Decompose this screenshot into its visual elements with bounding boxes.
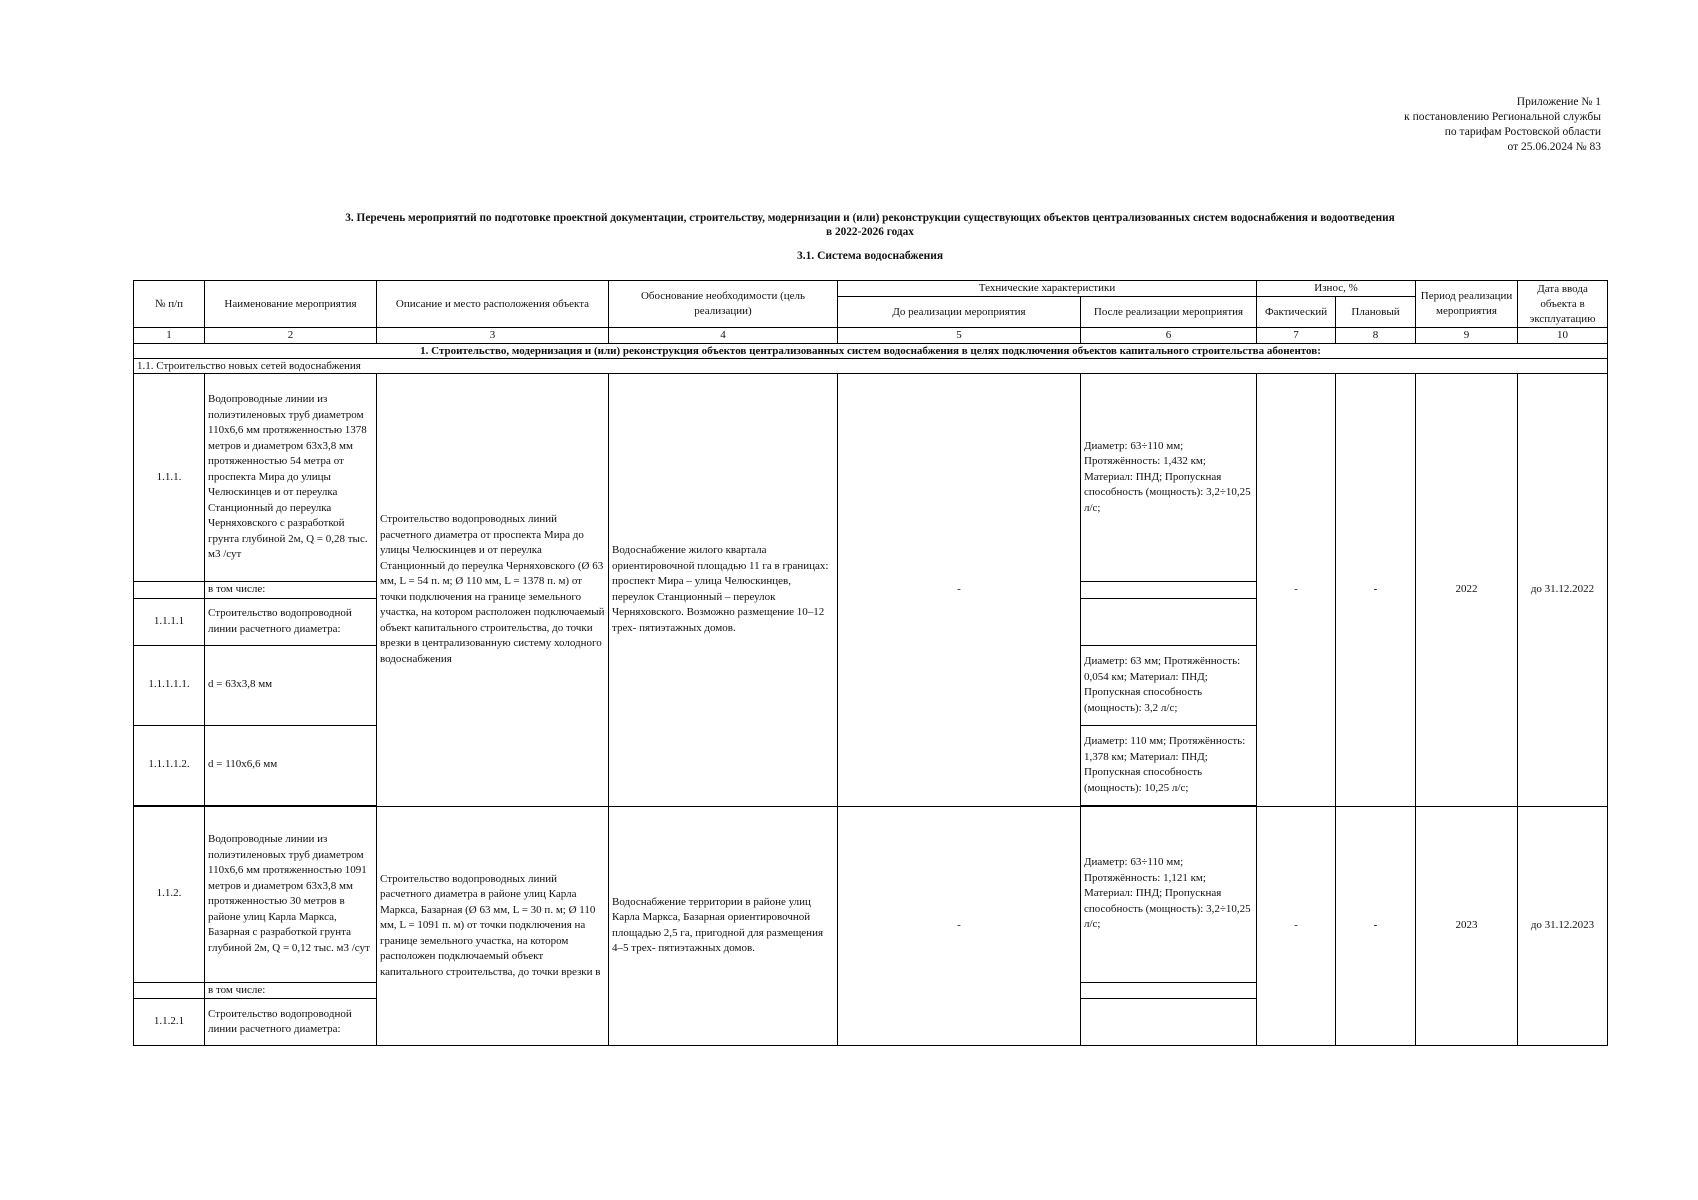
date-value: до 31.12.2022 <box>1518 374 1608 807</box>
tech-after-value: Диаметр: 63÷110 мм; Протяжённость: 1,121 км; Материал: ПНД; Пропускная способность (мощность): 3,2÷10,25 л/с; <box>1081 806 1257 982</box>
header-name: Наименование мероприятия <box>205 281 377 328</box>
measure-name: d = 110х6,6 мм <box>205 725 377 805</box>
header-period: Период реализации мероприятия <box>1416 281 1518 328</box>
appendix-line: Приложение № 1 <box>1516 96 1601 108</box>
date-value: до 31.12.2023 <box>1518 806 1608 1046</box>
row-number <box>134 982 205 999</box>
measure-name: Строительство водопроводной линии расчетного диаметра: <box>205 598 377 645</box>
header-tech-after: После реализации мероприятия <box>1081 297 1257 328</box>
including-label: в том числе: <box>205 582 377 599</box>
row-number: 1.1.1.1.2. <box>134 725 205 805</box>
wear-actual-value: - <box>1257 374 1336 807</box>
appendix-line: от 25.06.2024 № 83 <box>1507 141 1601 153</box>
tech-before-value: - <box>838 806 1081 1046</box>
column-number: 4 <box>609 328 838 344</box>
column-number: 1 <box>134 328 205 344</box>
measures-table <box>133 280 1608 1046</box>
including-label: в том числе: <box>205 982 377 999</box>
column-number: 3 <box>377 328 609 344</box>
wear-actual-value: - <box>1257 806 1336 1046</box>
row-number: 1.1.1.1 <box>134 598 205 645</box>
tech-after-value <box>1081 598 1257 645</box>
row-number: 1.1.2. <box>134 806 205 982</box>
wear-planned-value: - <box>1336 374 1416 807</box>
row-number <box>134 582 205 599</box>
tech-after-value: Диаметр: 63÷110 мм; Протяжённость: 1,432 км; Материал: ПНД; Пропускная способность (мощность): 3,2÷10,25 л/с; <box>1081 374 1257 582</box>
measure-name: Водопроводные линии из полиэтиленовых труб диаметром 110х6,6 мм протяженностью 1378 метров и диаметром 63х3,8 мм протяженностью 54 метра от проспекта Мира до улицы Челюскинцев и от переулка Станционный до переулка Черняховского с разработкой грунта глубиной 2м, Q = 0,28 тыс. м3 /сут <box>205 374 377 582</box>
column-number: 10 <box>1518 328 1608 344</box>
column-number: 7 <box>1257 328 1336 344</box>
column-number-row <box>134 328 1608 344</box>
tech-after-value <box>1081 999 1257 1046</box>
tech-after-value: Диаметр: 110 мм; Протяжённость: 1,378 км; Материал: ПНД; Пропускная способность (мощность): 10,25 л/с; <box>1081 725 1257 805</box>
table-row <box>134 374 1608 582</box>
appendix-line: к постановлению Региональной службы <box>1404 111 1601 123</box>
wear-planned-value: - <box>1336 806 1416 1046</box>
header-date: Дата ввода объекта в эксплуатацию <box>1518 281 1608 328</box>
appendix-line: по тарифам Ростовской области <box>1444 126 1601 138</box>
header-wear: Износ, % <box>1257 281 1416 297</box>
header-num: № п/п <box>134 281 205 328</box>
document-title-line: 3. Перечень мероприятий по подготовке проектной документации, строительству, модернизации и (или) реконструкции существующих объектов централизованных систем водоснабжения и водоотведения <box>345 212 1395 224</box>
reason-text: Водоснабжение жилого квартала ориентировочной площадью 11 га в границах: проспект Мира – улица Челюскинцев, переулок Станционный – переулок Черняховского. Возможно размещение 10–12 трех- пятиэтажных домов. <box>609 374 838 807</box>
period-value: 2023 <box>1416 806 1518 1046</box>
header-description: Описание и место расположения объекта <box>377 281 609 328</box>
tech-before-value: - <box>838 374 1081 807</box>
row-number: 1.1.2.1 <box>134 999 205 1046</box>
tech-after-value <box>1081 982 1257 999</box>
header-wear-planned: Плановый <box>1336 297 1416 328</box>
measure-name: Водопроводные линии из полиэтиленовых труб диаметром 110х6,6 мм протяженностью 1091 метров и диаметром 63х3,8 мм протяженностью 30 метров в районе улиц Карла Маркса, Базарная с разработкой грунта глубиной 2м, Q = 0,12 тыс. м3 /сут <box>205 806 377 982</box>
measure-name: Строительство водопроводной линии расчетного диаметра: <box>205 999 377 1046</box>
subsection-heading: 1.1. Строительство новых сетей водоснабжения <box>134 359 1608 374</box>
document-title <box>130 211 1610 239</box>
period-value: 2022 <box>1416 374 1518 807</box>
row-number: 1.1.1.1.1. <box>134 645 205 725</box>
appendix-header <box>1404 95 1601 155</box>
reason-text: Водоснабжение территории в районе улиц Карла Маркса, Базарная ориентировочной площадью 2,5 га, пригодной для размещения 4–5 трех- пятиэтажных домов. <box>609 806 838 1046</box>
header-tech-before: До реализации мероприятия <box>838 297 1081 328</box>
object-description: Строительство водопроводных линий расчетного диаметра в районе улиц Карла Маркса, Базарная (Ø 63 мм, L = 30 п. м; Ø 110 мм, L = 1091 п. м) от точки подключения на границе земельного участка, на котором расположен подключаемый объект капитального строительства, до точки врезки в <box>377 806 609 1046</box>
table-row <box>134 806 1608 982</box>
column-number: 6 <box>1081 328 1257 344</box>
section-subtitle: 3.1. Система водоснабжения <box>796 250 944 262</box>
measure-name: d = 63х3,8 мм <box>205 645 377 725</box>
header-tech: Технические характеристики <box>838 281 1257 297</box>
header-wear-actual: Фактический <box>1257 297 1336 328</box>
tech-after-value <box>1081 582 1257 599</box>
object-description: Строительство водопроводных линий расчетного диаметра от проспекта Мира до улицы Челюскинцев и от переулка Станционный до переулка Черняховского (Ø 63 мм, L = 54 п. м; Ø 110 мм, L = 1378 п. м) от точки подключения на границе земельного участка, на котором расположен подключаемый объект капитального строительства, до точки врезки в централизованную систему холодного водоснабжения <box>377 374 609 807</box>
column-number: 9 <box>1416 328 1518 344</box>
column-number: 8 <box>1336 328 1416 344</box>
document-title-line: в 2022-2026 годах <box>826 226 914 238</box>
section-heading: 1. Строительство, модернизация и (или) реконструкция объектов централизованных систем водоснабжения в целях подключения объектов капитального строительства абонентов: <box>134 344 1608 359</box>
column-number: 5 <box>838 328 1081 344</box>
row-number: 1.1.1. <box>134 374 205 582</box>
header-reason: Обоснование необходимости (цель реализации) <box>609 281 838 328</box>
tech-after-value: Диаметр: 63 мм; Протяжённость: 0,054 км; Материал: ПНД; Пропускная способность (мощность): 3,2 л/с; <box>1081 645 1257 725</box>
column-number: 2 <box>205 328 377 344</box>
